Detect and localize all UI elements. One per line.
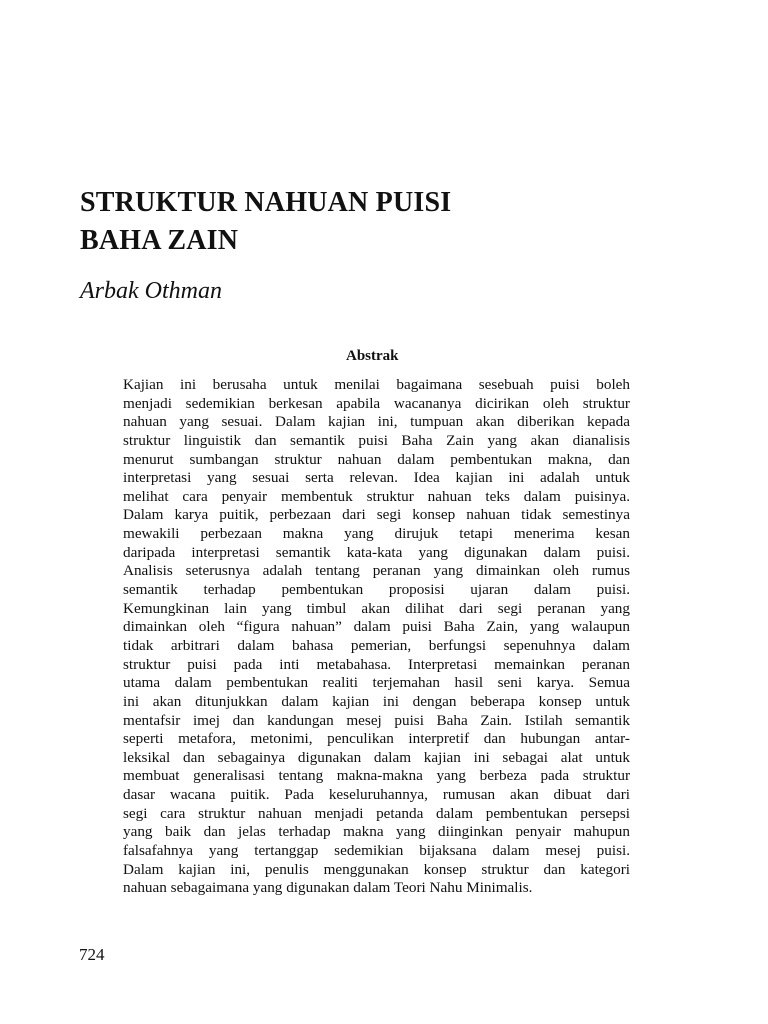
abstract-line: daripada interpretasi semantik kata-kata yang digunakan dalam puisi. [123, 543, 630, 561]
abstract-line: dimainkan oleh “figura nahuan” dalam puisi Baha Zain, yang walaupun [123, 618, 630, 636]
page-number: 724 [79, 945, 105, 964]
abstract-heading: Abstrak [346, 348, 399, 364]
abstract-line: nahuan yang sesuai. Dalam kajian ini, tumpuan akan diberikan kepada [123, 413, 630, 431]
article-author: Arbak Othman [80, 278, 222, 304]
abstract-line: seperti metafora, metonimi, penculikan interpretif dan hubungan antar- [123, 730, 630, 748]
abstract-line: ini akan ditunjukkan dalam kajian ini dengan beberapa konsep untuk [123, 692, 630, 710]
abstract-line: Dalam karya puitik, perbezaan dari segi konsep nahuan tidak semestinya [123, 506, 630, 524]
abstract-line: Kemungkinan lain yang timbul akan dilihat dari segi peranan yang [123, 599, 630, 617]
abstract-line: membuat generalisasi tentang makna-makna yang berbeza pada struktur [123, 767, 630, 785]
article-title-line: STRUKTUR NAHUAN PUISI [80, 187, 452, 218]
abstract-line: struktur puisi pada inti metabahasa. Interpretasi memainkan peranan [123, 655, 630, 673]
abstract-line: melihat cara penyair membentuk struktur nahuan teks dalam puisinya. [123, 487, 630, 505]
abstract-line: mewakili perbezaan makna yang dirujuk tetapi menerima kesan [123, 525, 630, 543]
abstract-line: leksikal dan sebagainya digunakan dalam kajian ini sebagai alat untuk [123, 748, 630, 766]
abstract-line: menurut sumbangan struktur nahuan dalam pembentukan makna, dan [123, 450, 630, 468]
abstract-line: utama dalam pembentukan realiti terjemahan hasil seni karya. Semua [123, 674, 630, 692]
abstract-line: dasar wacana puitik. Pada keseluruhannya, rumusan akan dibuat dari [123, 786, 630, 804]
abstract-line: tidak arbitrari dalam bahasa pemerian, berfungsi sepenuhnya dalam [123, 636, 630, 654]
abstract-line: Analisis seterusnya adalah tentang peranan yang dimainkan oleh rumus [123, 562, 630, 580]
abstract-line: interpretasi yang sesuai serta relevan. Idea kajian ini adalah untuk [123, 469, 630, 487]
abstract-line: Kajian ini berusaha untuk menilai bagaimana sesebuah puisi boleh [123, 376, 630, 393]
abstract-line: Dalam kajian ini, penulis menggunakan konsep struktur dan kategori [123, 860, 630, 878]
abstract-line: menjadi sedemikian berkesan apabila wacananya dicirikan oleh struktur [123, 394, 630, 412]
abstract-line: yang baik dan jelas terhadap makna yang diinginkan penyair mahupun [123, 823, 630, 841]
abstract-line: semantik terhadap pembentukan proposisi ujaran dalam puisi. [123, 581, 630, 599]
abstract-line: segi cara struktur nahuan menjadi petanda dalam pembentukan persepsi [123, 804, 630, 822]
abstract-body [123, 376, 630, 898]
abstract-line: nahuan sebagaimana yang digunakan dalam Teori Nahu Minimalis. [123, 879, 533, 897]
abstract-line: mentafsir imej dan kandungan mesej puisi Baha Zain. Istilah semantik [123, 711, 630, 729]
abstract-line: falsafahnya yang tertanggap sedemikian bijaksana dalam mesej puisi. [123, 842, 630, 860]
article-title-line: BAHA ZAIN [80, 225, 239, 256]
abstract-line: struktur linguistik dan semantik puisi Baha Zain yang akan dianalisis [123, 431, 630, 449]
article-title [80, 184, 680, 260]
